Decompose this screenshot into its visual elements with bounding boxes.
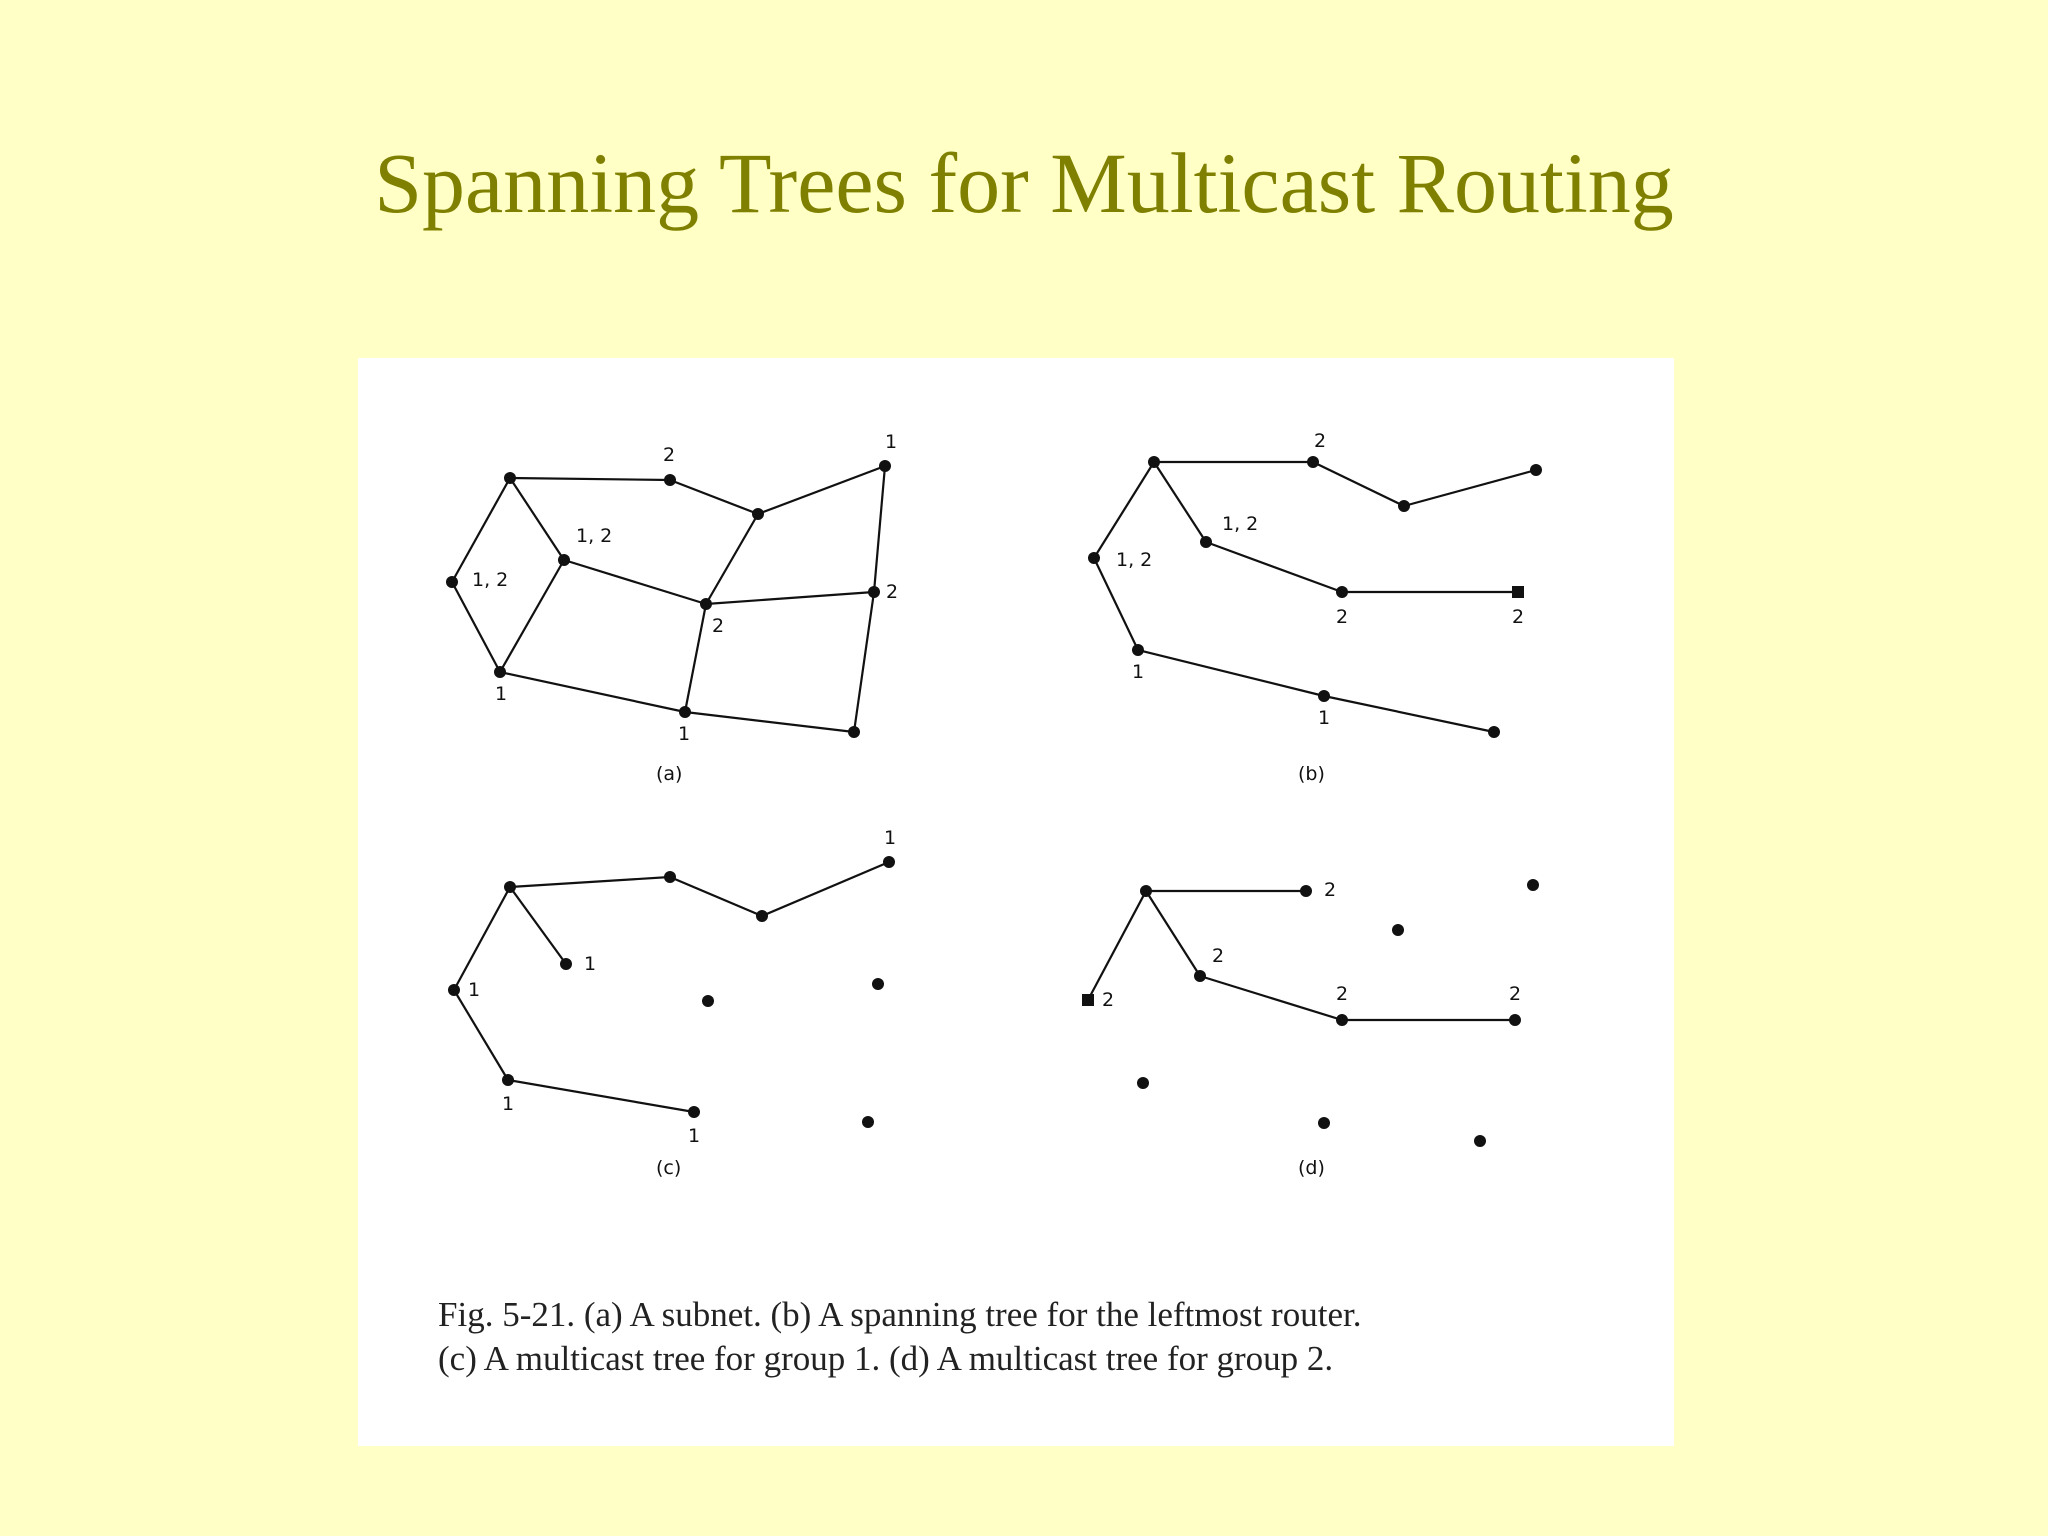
edge	[1404, 470, 1536, 506]
panel-c-labels	[468, 827, 896, 1179]
edge	[1324, 696, 1494, 732]
node-label: 2	[1336, 606, 1349, 628]
node-label: 2	[1324, 879, 1337, 901]
router-node	[883, 856, 895, 868]
figure-panel	[358, 358, 1674, 1446]
node-label: 1	[502, 1093, 515, 1115]
edge	[1094, 558, 1138, 650]
router-node	[679, 706, 691, 718]
router-node	[1300, 885, 1312, 897]
router-node	[862, 1116, 874, 1128]
router-node	[1474, 1135, 1486, 1147]
panel-d	[1088, 891, 1515, 1020]
router-node	[702, 995, 714, 1007]
router-node	[1530, 464, 1542, 476]
caption-line-2: (c) A multicast tree for group 1. (d) A multicast tree for group 2.	[438, 1339, 1334, 1378]
router-node	[879, 460, 891, 472]
router-node	[700, 598, 712, 610]
node-label: 1	[688, 1125, 701, 1147]
router-node	[1336, 586, 1348, 598]
node-label: 1	[678, 723, 691, 745]
router-node	[560, 958, 572, 970]
node-label: 2	[1336, 983, 1349, 1005]
router-node	[504, 881, 516, 893]
router-node	[1148, 456, 1160, 468]
router-node	[688, 1106, 700, 1118]
network-diagram	[358, 358, 1674, 1446]
node-label: 1, 2	[472, 569, 509, 591]
node-label: 2	[1509, 983, 1522, 1005]
router-node	[502, 1074, 514, 1086]
panel-b-sublabel: (b)	[1298, 763, 1325, 785]
panel-c	[454, 862, 889, 1112]
router-node	[664, 871, 676, 883]
edge	[1146, 891, 1200, 976]
edge	[1094, 462, 1154, 558]
edge	[685, 712, 854, 732]
node-label: 1	[1318, 707, 1331, 729]
router-node	[1392, 924, 1404, 936]
edge	[670, 480, 758, 514]
node-label: 1, 2	[576, 525, 613, 547]
edge	[1138, 650, 1324, 696]
panel-b-labels	[1116, 430, 1524, 785]
router-node	[1194, 970, 1206, 982]
router-node	[1140, 885, 1152, 897]
router-node	[1509, 1014, 1521, 1026]
slide-title: Spanning Trees for Multicast Routing	[374, 135, 1674, 231]
router-node	[1132, 644, 1144, 656]
node-label: 1, 2	[1116, 549, 1153, 571]
edge	[510, 877, 670, 887]
panel-a-nodes	[446, 460, 891, 738]
panel-c-sublabel: (c)	[656, 1157, 682, 1179]
panel-b-nodes	[1088, 456, 1542, 738]
router-node	[1082, 994, 1094, 1006]
edge	[685, 604, 706, 712]
edge	[706, 514, 758, 604]
router-node	[1336, 1014, 1348, 1026]
edge	[758, 466, 885, 514]
node-label: 1	[495, 683, 508, 705]
router-node	[504, 472, 516, 484]
node-label: 1, 2	[1222, 513, 1259, 535]
edge	[500, 672, 685, 712]
node-label: 2	[712, 615, 725, 637]
edge	[508, 1080, 694, 1112]
edge	[452, 478, 510, 582]
panel-d-labels	[1102, 879, 1521, 1179]
router-node	[1137, 1077, 1149, 1089]
router-node	[494, 666, 506, 678]
router-node	[1527, 879, 1539, 891]
node-label: 1	[1132, 661, 1145, 683]
router-node	[664, 474, 676, 486]
edge	[510, 478, 670, 480]
router-node	[446, 576, 458, 588]
node-label: 1	[584, 953, 597, 975]
router-node	[448, 984, 460, 996]
router-node	[1200, 536, 1212, 548]
router-node	[1318, 1117, 1330, 1129]
router-node	[1088, 552, 1100, 564]
router-node	[756, 910, 768, 922]
edge	[762, 862, 889, 916]
panel-c-nodes	[448, 856, 895, 1128]
edge	[1206, 542, 1342, 592]
node-label: 1	[885, 431, 898, 453]
router-node	[1398, 500, 1410, 512]
panel-a	[452, 466, 885, 732]
router-node	[848, 726, 860, 738]
edge	[454, 990, 508, 1080]
edge	[1200, 976, 1342, 1020]
edge	[510, 887, 566, 964]
edge	[706, 592, 874, 604]
edge	[670, 877, 762, 916]
edge	[452, 582, 500, 672]
node-label: 1	[884, 827, 897, 849]
edge	[1154, 462, 1206, 542]
router-node	[868, 586, 880, 598]
node-label: 2	[1314, 430, 1327, 452]
edge	[874, 466, 885, 592]
node-label: 2	[1512, 606, 1525, 628]
router-node	[872, 978, 884, 990]
node-label: 2	[1212, 945, 1225, 967]
router-node	[1512, 586, 1524, 598]
edge	[500, 560, 564, 672]
router-node	[1488, 726, 1500, 738]
edge	[854, 592, 874, 732]
node-label: 2	[1102, 989, 1115, 1011]
panel-a-sublabel: (a)	[656, 763, 683, 785]
edge	[564, 560, 706, 604]
edge	[454, 887, 510, 990]
edge	[510, 478, 564, 560]
caption-line-1: Fig. 5-21. (a) A subnet. (b) A spanning tree for the leftmost router.	[438, 1295, 1362, 1334]
panel-d-sublabel: (d)	[1298, 1157, 1325, 1179]
router-node	[1318, 690, 1330, 702]
figure-caption	[438, 1293, 1638, 1381]
node-label: 2	[663, 444, 676, 466]
panel-d-nodes	[1082, 879, 1539, 1147]
node-label: 2	[886, 581, 899, 603]
edge	[1313, 462, 1404, 506]
panel-b	[1094, 462, 1536, 732]
node-label: 1	[468, 979, 481, 1001]
edge	[1088, 891, 1146, 1000]
router-node	[558, 554, 570, 566]
router-node	[752, 508, 764, 520]
router-node	[1307, 456, 1319, 468]
